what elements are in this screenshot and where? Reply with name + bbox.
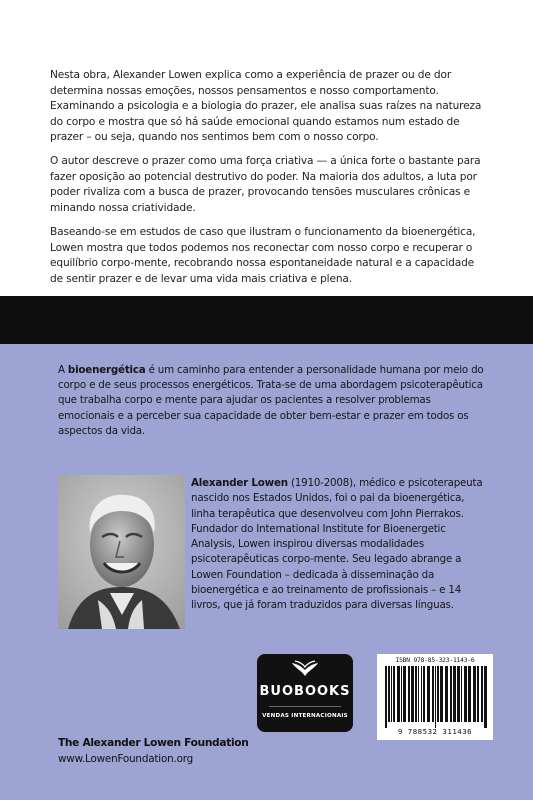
- barcode-bar: [401, 666, 402, 722]
- barcode-bar: [408, 666, 410, 722]
- barcode-bar: [453, 666, 456, 722]
- lower-panel: [0, 344, 533, 800]
- description-paragraph-3: Baseando-se em estudos de caso que ilustram o funcionamento da bioenergética, Lowen mostra que todos podemos nos reconectar com nosso corpo e recuperar o equilíbrio corpo-mente, recobrando nossa espontaneidade natural e a capacidade de sentir prazer e de levar uma vida mais criativa e plena.: [50, 226, 476, 285]
- barcode-bar: [393, 666, 395, 722]
- isbn-barcode: [377, 654, 493, 740]
- author-bio: Alexander Lowen (1910-2008), médico e psicoterapeuta nascido nos Estados Unidos, foi o pai da bioenergética, linha terapêutica que desenvolveu com John Pierrakos. Fundador do International Institute for Bioenergetic Analysis, Lowen inspirou diversas modalidades psicoterapêuticas corpo-mente. Seu legado abrange a Lowen Foundation – dedicada à disseminação da bioenergética e ao treinamento de profissionais – e 14 livros, que já foram traduzidos para diversas línguas.: [191, 477, 483, 612]
- barcode-bar: [388, 666, 390, 722]
- publisher-logo: [257, 654, 353, 732]
- barcode-bar: [477, 666, 479, 722]
- bioenergetics-term: bioenergética: [67, 364, 146, 376]
- publisher-subtitle: VENDAS INTERNACIONAIS: [262, 713, 348, 719]
- barcode-bar: [411, 666, 414, 722]
- author-photo: [58, 475, 185, 629]
- bioenergetics-intro: A bioenergética é um caminho para entender a personalidade humana por meio do corpo e de seus processos energéticos. Trata-se de uma abordagem psicoterapêutica que trabalha corpo e mente para ajudar os pacientes a resolver problemas emocionais e a perceber sua capacidade de obter bem-estar e prazer em todos os aspectos da vida.: [58, 364, 484, 437]
- barcode-bar: [423, 666, 425, 722]
- barcode-bar: [391, 666, 392, 722]
- barcode-bar: [457, 666, 460, 722]
- barcode-bar: [468, 666, 471, 722]
- barcode-bar: [481, 666, 483, 722]
- barcode-bar: [437, 666, 439, 722]
- barcode-bar: [415, 666, 417, 722]
- barcode-bar: [435, 666, 436, 728]
- barcode-bar: [484, 666, 487, 728]
- barcode-digits: 9 788532 311436: [397, 727, 473, 736]
- barcode-bar: [421, 666, 422, 722]
- description-paragraph-1: Nesta obra, Alexander Lowen explica como a experiência de prazer ou de dor determina nossas emoções, nossos pensamentos e nosso comportamento. Examinando a psicologia e a biologia do prazer, ele analisa suas raízes na natureza do corpo e mostra que só há saúde emocional quando estamos num estado de prazer – ou seja, quando nos sentimos bem com o nosso corpo.: [50, 69, 482, 144]
- barcode-bars: [383, 666, 487, 728]
- barcode-bar: [461, 666, 462, 722]
- foundation-website[interactable]: www.LowenFoundation.org: [58, 753, 194, 765]
- barcode-bar: [418, 666, 419, 722]
- author-name: Alexander Lowen: [191, 477, 288, 489]
- isbn-number: ISBN 978-85-323-1143-6: [395, 657, 475, 664]
- barcode-bar: [427, 666, 430, 722]
- barcode-bar: [440, 666, 443, 722]
- barcode-bar: [397, 666, 400, 722]
- back-cover-description: [0, 0, 533, 296]
- description-paragraph-2: O autor descreve o prazer como uma força criativa — a única forte o bastante para fazer oposição ao potencial destrutivo do poder. Na maioria dos adultos, a luta por poder rivaliza com a busca de prazer, provocando tensões musculares crônicas e minando nossa criatividade.: [50, 155, 481, 214]
- owl-wings-icon: [291, 660, 319, 678]
- foundation-name: The Alexander Lowen Foundation: [58, 737, 249, 749]
- barcode-bar: [450, 666, 452, 722]
- barcode-bar: [432, 666, 434, 722]
- barcode-bar: [473, 666, 476, 722]
- black-divider-band: [0, 296, 533, 344]
- barcode-bar: [403, 666, 406, 722]
- barcode-bar: [385, 666, 387, 728]
- publisher-brand: BUOBOOKS: [259, 684, 351, 699]
- barcode-bar: [445, 666, 448, 722]
- barcode-bar: [464, 666, 467, 722]
